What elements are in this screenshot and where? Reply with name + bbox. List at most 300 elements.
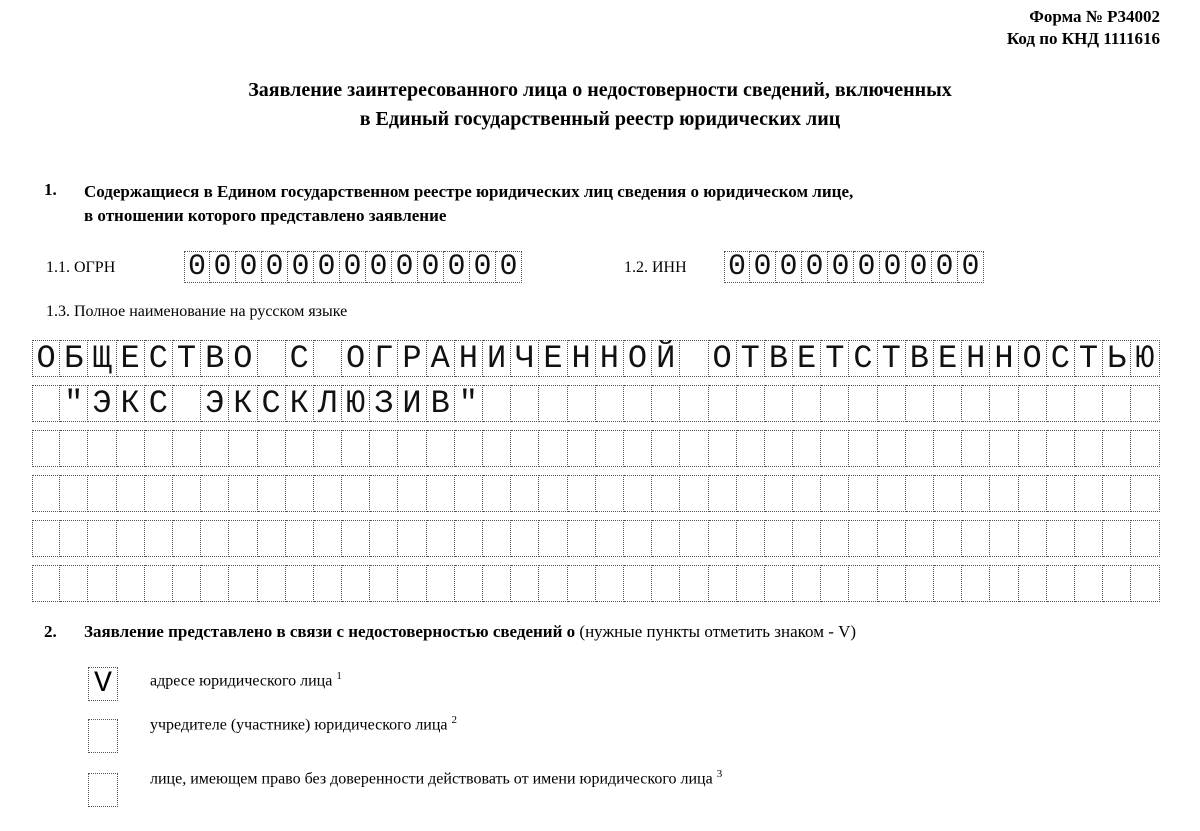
option-founder-label: учредителе (участнике) юридического лица [150, 716, 448, 734]
full-name-cell [1075, 565, 1103, 602]
inn-cell: 0 [828, 251, 854, 283]
full-name-cell [934, 385, 962, 422]
full-name-cell [483, 475, 511, 512]
full-name-cell [906, 565, 934, 602]
full-name-cell: И [483, 340, 511, 377]
full-name-cell: С [258, 385, 286, 422]
full-name-cell [60, 475, 88, 512]
full-name-cell [32, 565, 60, 602]
full-name-cell [511, 430, 539, 467]
full-name-cell [342, 565, 370, 602]
full-name-cell [398, 520, 426, 557]
full-name-cell [821, 520, 849, 557]
inn-cell: 0 [724, 251, 750, 283]
full-name-cell [1019, 475, 1047, 512]
full-name-cell [145, 565, 173, 602]
inn-cell: 0 [880, 251, 906, 283]
full-name-cell [314, 475, 342, 512]
full-name-cell [201, 565, 229, 602]
full-name-cell [596, 475, 624, 512]
full-name-cell [483, 520, 511, 557]
full-name-cell [117, 430, 145, 467]
full-name-cell [1131, 475, 1159, 512]
full-name-cell: Н [962, 340, 990, 377]
full-name-cell: Э [88, 385, 116, 422]
full-name-cell [483, 430, 511, 467]
knd-code: Код по КНД 1111616 [1006, 29, 1160, 48]
full-name-cell [427, 565, 455, 602]
ogrn-cell: 0 [470, 251, 496, 283]
full-name-cell: Н [596, 340, 624, 377]
full-name-cell [990, 430, 1018, 467]
full-name-cell [1103, 430, 1131, 467]
full-name-cell: " [455, 385, 483, 422]
full-name-cell [737, 430, 765, 467]
full-name-cell [568, 430, 596, 467]
inn-cell: 0 [750, 251, 776, 283]
full-name-row[interactable] [32, 430, 1160, 467]
full-name-cell [934, 475, 962, 512]
full-name-cell [737, 520, 765, 557]
full-name-cell: Ю [1131, 340, 1159, 377]
full-name-cell: Н [568, 340, 596, 377]
section-1-line-2: в отношении которого представлено заявление [84, 206, 447, 225]
full-name-cell [821, 430, 849, 467]
full-name-cell: К [286, 385, 314, 422]
full-name-cell [145, 430, 173, 467]
full-name-cell [849, 430, 877, 467]
full-name-cell [88, 430, 116, 467]
checkbox-founder[interactable] [88, 719, 118, 753]
full-name-cell [596, 520, 624, 557]
title-line-1: Заявление заинтересованного лица о недостоверности сведений, включенных [248, 79, 952, 101]
full-name-cell [1075, 520, 1103, 557]
ogrn-cell: 0 [314, 251, 340, 283]
ogrn-cell: 0 [262, 251, 288, 283]
full-name-cell: О [1019, 340, 1047, 377]
option-address [150, 670, 342, 690]
ogrn-cell: 0 [366, 251, 392, 283]
full-name-cell [258, 430, 286, 467]
full-name-cell [286, 565, 314, 602]
inn-cell: 0 [958, 251, 984, 283]
full-name-cell: Г [370, 340, 398, 377]
ogrn-cell: 0 [340, 251, 366, 283]
full-name-cell: С [1047, 340, 1075, 377]
full-name-cell [652, 475, 680, 512]
section-1-number: 1. [44, 180, 57, 199]
full-name-cell [32, 475, 60, 512]
full-name-row[interactable] [32, 385, 1160, 422]
full-name-cell [314, 565, 342, 602]
full-name-cell [934, 565, 962, 602]
full-name-cell [849, 565, 877, 602]
full-name-cell [455, 430, 483, 467]
full-name-cell [962, 475, 990, 512]
full-name-cell [624, 430, 652, 467]
full-name-cell [765, 520, 793, 557]
full-name-cell [258, 565, 286, 602]
inn-cell: 0 [932, 251, 958, 283]
full-name-cell [539, 475, 567, 512]
full-name-cell [286, 430, 314, 467]
full-name-cell [258, 475, 286, 512]
full-name-cell [680, 520, 708, 557]
full-name-cell [398, 430, 426, 467]
full-name-cell [878, 430, 906, 467]
full-name-cell: Ь [1103, 340, 1131, 377]
full-name-cell [229, 430, 257, 467]
full-name-cell [1019, 565, 1047, 602]
full-name-cell [427, 430, 455, 467]
full-name-cell [32, 385, 60, 422]
full-name-cell: Щ [88, 340, 116, 377]
full-name-cell [483, 565, 511, 602]
full-name-cell [455, 565, 483, 602]
full-name-cell: В [427, 385, 455, 422]
full-name-cell [483, 385, 511, 422]
full-name-cell: Ч [511, 340, 539, 377]
full-name-cell [596, 430, 624, 467]
full-name-cell [906, 385, 934, 422]
full-name-cell [568, 475, 596, 512]
full-name-cell [793, 430, 821, 467]
full-name-cell [173, 520, 201, 557]
form-code-block [1007, 6, 1160, 50]
full-name-cell [680, 340, 708, 377]
full-name-cell: К [229, 385, 257, 422]
inn-cell: 0 [854, 251, 880, 283]
checkbox-address[interactable]: V [88, 667, 118, 701]
full-name-cell: Л [314, 385, 342, 422]
section-2-heading-note: (нужные пункты отметить знаком - V) [575, 622, 857, 641]
full-name-cell [370, 430, 398, 467]
full-name-cell [258, 520, 286, 557]
full-name-cell [568, 520, 596, 557]
full-name-cell [906, 475, 934, 512]
full-name-cell [1103, 565, 1131, 602]
full-name-cell: К [117, 385, 145, 422]
full-name-cell [765, 430, 793, 467]
full-name-cell [1019, 430, 1047, 467]
full-name-cell: О [32, 340, 60, 377]
full-name-cell [427, 520, 455, 557]
full-name-cell: Т [173, 340, 201, 377]
full-name-cell [709, 520, 737, 557]
full-name-cell [990, 475, 1018, 512]
full-name-cell [962, 385, 990, 422]
full-name-cell [398, 565, 426, 602]
full-name-cell [624, 565, 652, 602]
full-name-cell: Н [990, 340, 1018, 377]
full-name-cell [145, 475, 173, 512]
full-name-cell [229, 565, 257, 602]
full-name-row[interactable] [32, 475, 1160, 512]
full-name-cell [821, 475, 849, 512]
full-name-cell [878, 475, 906, 512]
ogrn-cell: 0 [210, 251, 236, 283]
full-name-cell: В [201, 340, 229, 377]
full-name-cell: В [906, 340, 934, 377]
ogrn-label: 1.1. ОГРН [46, 259, 116, 276]
full-name-cell [1019, 520, 1047, 557]
full-name-cell: О [342, 340, 370, 377]
full-name-cell [737, 565, 765, 602]
full-name-cell [1019, 385, 1047, 422]
full-name-cell [737, 475, 765, 512]
full-name-cell: С [145, 340, 173, 377]
full-name-cell: Б [60, 340, 88, 377]
full-name-cell [934, 430, 962, 467]
full-name-cell [201, 520, 229, 557]
full-name-row[interactable] [32, 340, 1160, 377]
full-name-cell [849, 475, 877, 512]
full-name-cell [370, 565, 398, 602]
ogrn-cell: 0 [184, 251, 210, 283]
full-name-cell [173, 475, 201, 512]
full-name-cell [173, 565, 201, 602]
full-name-cell [539, 520, 567, 557]
full-name-cell [737, 385, 765, 422]
full-name-cell [990, 565, 1018, 602]
full-name-cell [652, 520, 680, 557]
full-name-cell [709, 475, 737, 512]
full-name-cell [709, 565, 737, 602]
full-name-cell [173, 385, 201, 422]
full-name-cell [709, 430, 737, 467]
full-name-cell [1131, 430, 1159, 467]
full-name-cell [60, 520, 88, 557]
full-name-cell [624, 475, 652, 512]
full-name-cell [765, 565, 793, 602]
full-name-cell [511, 520, 539, 557]
full-name-cell [652, 565, 680, 602]
full-name-cell [117, 520, 145, 557]
full-name-cell [32, 430, 60, 467]
full-name-cell [539, 385, 567, 422]
full-name-cell [962, 565, 990, 602]
full-name-cell [821, 385, 849, 422]
full-name-cell [229, 520, 257, 557]
full-name-cell [88, 520, 116, 557]
full-name-cell: Н [455, 340, 483, 377]
full-name-cell [539, 430, 567, 467]
option-authorized-person [150, 768, 722, 788]
inn-cell: 0 [802, 251, 828, 283]
full-name-cell [1103, 385, 1131, 422]
full-name-cell [173, 430, 201, 467]
full-name-cell [680, 475, 708, 512]
full-name-cell [1103, 520, 1131, 557]
full-name-cell [1103, 475, 1131, 512]
option-authorized-person-label: лице, имеющем право без доверенности действовать от имени юридического лица [150, 770, 713, 788]
full-name-cell [652, 430, 680, 467]
full-name-cell: О [709, 340, 737, 377]
inn-cell: 0 [906, 251, 932, 283]
full-name-cell [624, 385, 652, 422]
full-name-cell: А [427, 340, 455, 377]
full-name-cell [1047, 430, 1075, 467]
full-name-cell [455, 475, 483, 512]
full-name-cell [539, 565, 567, 602]
full-name-cell: Т [821, 340, 849, 377]
full-name-cell: Т [737, 340, 765, 377]
checkbox-authorized-person[interactable] [88, 773, 118, 807]
inn-field[interactable] [724, 251, 984, 283]
full-name-cell [709, 385, 737, 422]
full-name-cell: О [624, 340, 652, 377]
full-name-cell [680, 385, 708, 422]
full-name-row[interactable] [32, 520, 1160, 557]
full-name-cell [370, 475, 398, 512]
full-name-cell [201, 475, 229, 512]
full-name-cell [88, 475, 116, 512]
option-founder [150, 714, 457, 734]
full-name-cell [455, 520, 483, 557]
ogrn-cell: 0 [236, 251, 262, 283]
full-name-cell [1075, 475, 1103, 512]
full-name-cell [849, 520, 877, 557]
document-title [0, 76, 1200, 134]
full-name-cell [60, 430, 88, 467]
full-name-cell [145, 520, 173, 557]
full-name-cell [258, 340, 286, 377]
full-name-cell: Ю [342, 385, 370, 422]
full-name-cell: Е [793, 340, 821, 377]
full-name-cell [1047, 385, 1075, 422]
full-name-cell: С [145, 385, 173, 422]
ogrn-cell: 0 [496, 251, 522, 283]
full-name-cell [962, 430, 990, 467]
full-name-cell [314, 520, 342, 557]
full-name-cell [765, 385, 793, 422]
full-name-cell [1075, 385, 1103, 422]
full-name-cell [1131, 385, 1159, 422]
ogrn-cell: 0 [444, 251, 470, 283]
full-name-cell [1131, 520, 1159, 557]
footnote-1: 1 [336, 670, 342, 682]
ogrn-cell: 0 [392, 251, 418, 283]
full-name-cell [314, 340, 342, 377]
full-name-cell [906, 520, 934, 557]
section-2-heading [84, 622, 856, 642]
full-name-cell [88, 565, 116, 602]
section-1-heading [84, 180, 853, 228]
full-name-cell [314, 430, 342, 467]
full-name-cell: И [398, 385, 426, 422]
full-name-cell [568, 385, 596, 422]
full-name-cell [1047, 520, 1075, 557]
full-name-cell [793, 520, 821, 557]
section-2-number: 2. [44, 622, 57, 641]
full-name-cell [1047, 475, 1075, 512]
inn-cell: 0 [776, 251, 802, 283]
full-name-cell [652, 385, 680, 422]
full-name-cell: С [849, 340, 877, 377]
ogrn-cell: 0 [418, 251, 444, 283]
full-name-cell: Е [117, 340, 145, 377]
full-name-cell [878, 385, 906, 422]
full-name-cell: С [286, 340, 314, 377]
footnote-2: 2 [451, 714, 458, 726]
full-name-cell [286, 475, 314, 512]
full-name-row[interactable] [32, 565, 1160, 602]
full-name-cell: Й [652, 340, 680, 377]
full-name-cell [511, 565, 539, 602]
full-name-cell: Т [878, 340, 906, 377]
full-name-cell: Е [934, 340, 962, 377]
full-name-cell [793, 475, 821, 512]
full-name-cell [934, 520, 962, 557]
full-name-cell [793, 385, 821, 422]
full-name-cell [117, 565, 145, 602]
full-name-cell [849, 385, 877, 422]
full-name-cell [878, 520, 906, 557]
option-address-label: адресе юридического лица [150, 672, 333, 690]
full-name-cell: З [370, 385, 398, 422]
full-name-cell [821, 565, 849, 602]
full-name-cell [229, 475, 257, 512]
full-name-cell [511, 475, 539, 512]
full-name-cell [568, 565, 596, 602]
full-name-cell: О [229, 340, 257, 377]
full-name-cell [906, 430, 934, 467]
full-name-cell: В [765, 340, 793, 377]
full-name-cell: Р [398, 340, 426, 377]
full-name-cell [286, 520, 314, 557]
full-name-cell [596, 565, 624, 602]
full-name-cell [990, 385, 1018, 422]
ogrn-field[interactable] [184, 251, 522, 283]
full-name-cell [32, 520, 60, 557]
full-name-cell [511, 385, 539, 422]
full-name-cell: Т [1075, 340, 1103, 377]
full-name-cell [596, 385, 624, 422]
full-name-cell [342, 430, 370, 467]
full-name-cell [1047, 565, 1075, 602]
full-name-cell [765, 475, 793, 512]
inn-label: 1.2. ИНН [624, 259, 687, 276]
full-name-cell [878, 565, 906, 602]
full-name-cell: Э [201, 385, 229, 422]
full-name-cell [1075, 430, 1103, 467]
title-line-2: в Единый государственный реестр юридических лиц [359, 108, 841, 130]
full-name-cell [962, 520, 990, 557]
full-name-cell [793, 565, 821, 602]
full-name-cell: " [60, 385, 88, 422]
full-name-cell [117, 475, 145, 512]
full-name-cell [680, 430, 708, 467]
full-name-cell [990, 520, 1018, 557]
section-2-heading-bold: Заявление представлено в связи с недостоверностью сведений о [84, 622, 576, 641]
ogrn-cell: 0 [288, 251, 314, 283]
full-name-cell [342, 520, 370, 557]
full-name-cell [342, 475, 370, 512]
full-name-cell [201, 430, 229, 467]
full-name-label: 1.3. Полное наименование на русском языке [46, 303, 348, 320]
full-name-cell [1131, 565, 1159, 602]
full-name-cell [427, 475, 455, 512]
full-name-cell [398, 475, 426, 512]
full-name-cell: Е [539, 340, 567, 377]
full-name-cell [624, 520, 652, 557]
full-name-cell [370, 520, 398, 557]
section-1-line-1: Содержащиеся в Едином государственном реестре юридических лиц сведения о юридическом лице, [84, 182, 854, 201]
full-name-cell [680, 565, 708, 602]
form-number: Форма № Р34002 [1029, 7, 1160, 26]
footnote-3: 3 [716, 768, 723, 780]
full-name-cell [60, 565, 88, 602]
